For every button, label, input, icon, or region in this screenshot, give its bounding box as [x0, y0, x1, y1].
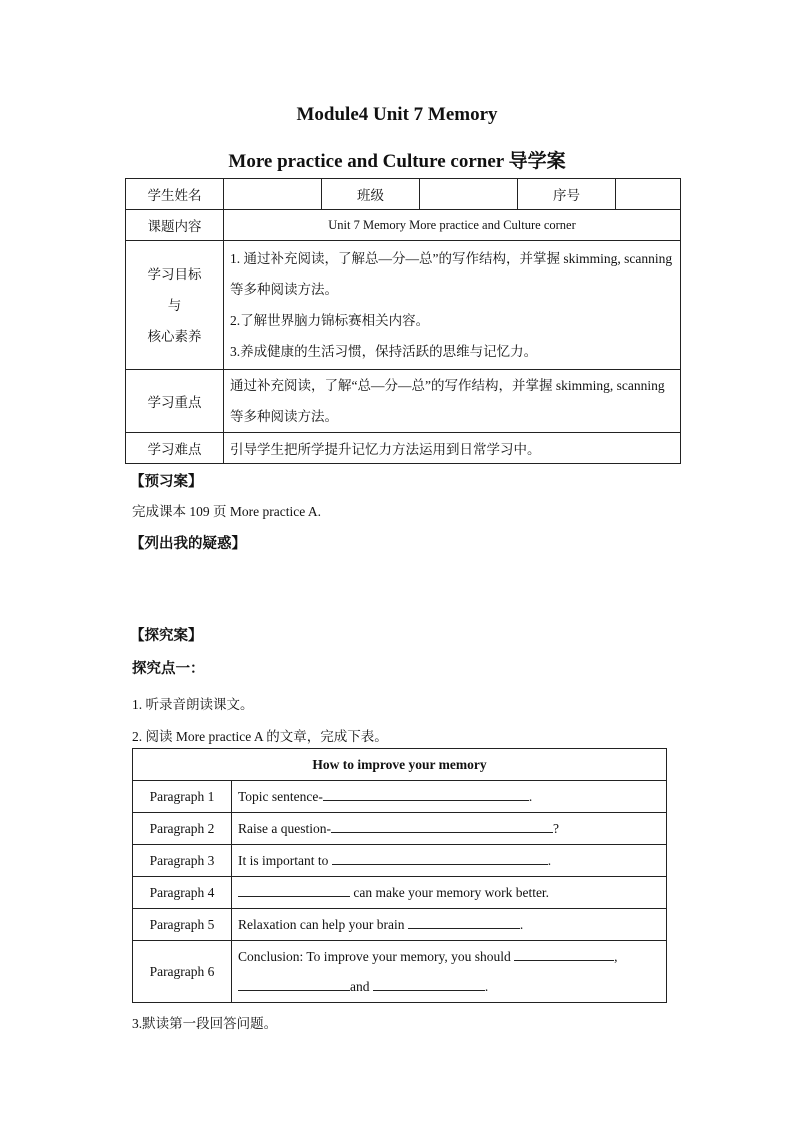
difficulty-content: 引导学生把所学提升记忆力方法运用到日常学习中。	[224, 433, 681, 464]
conclusion-line	[238, 942, 660, 972]
goals-label-line: 与	[167, 297, 182, 313]
page-subtitle: More practice and Culture corner 导学案	[228, 151, 566, 172]
explore-heading: 【探究案】	[130, 628, 203, 644]
paragraph-text: can make your memory work better.	[350, 885, 550, 900]
key-content	[224, 370, 681, 433]
goal-line: 3.养成健康的生活习惯，保持活跃的思维与记忆力。	[230, 344, 538, 359]
paragraph-prompt: Topic sentence-	[238, 789, 323, 804]
paragraph-punct: .	[484, 978, 489, 994]
paragraph-cell	[232, 813, 667, 845]
answer-blank[interactable]	[323, 788, 529, 801]
topic-label: 课题内容	[126, 210, 224, 241]
explore-point-heading: 探究点一：	[132, 661, 205, 677]
conclusion-line	[238, 972, 660, 1002]
doubts-heading: 【列出我的疑惑】	[130, 536, 246, 552]
page-title: Module4 Unit 7 Memory	[296, 104, 498, 125]
goal-line: 等多种阅读方法。	[230, 282, 338, 297]
table-row	[133, 909, 667, 941]
answer-blank[interactable]	[331, 820, 553, 833]
answer-blank[interactable]	[238, 884, 350, 897]
paragraph-punct: ?	[552, 821, 559, 836]
difficulty-label: 学习难点	[126, 433, 224, 464]
goals-label-line: 核心素养	[147, 328, 202, 344]
class-field[interactable]	[420, 179, 518, 210]
preview-text: 完成课本 109 页 More practice A.	[132, 504, 321, 519]
paragraph-prompt: It is important to	[238, 853, 332, 868]
paragraph-label: Paragraph 4	[133, 877, 232, 909]
number-label: 序号	[518, 179, 616, 210]
paragraph-cell	[232, 877, 667, 909]
paragraph-cell	[232, 781, 667, 813]
table-row	[133, 813, 667, 845]
paragraph-punct: ,	[614, 948, 618, 964]
paragraph-label: Paragraph 5	[133, 909, 232, 941]
student-name-label: 学生姓名	[126, 179, 224, 210]
paragraph-label: Paragraph 3	[133, 845, 232, 877]
step-1: 1. 听录音朗读课文。	[132, 697, 254, 712]
key-label: 学习重点	[126, 370, 224, 433]
paragraph-and: and	[350, 978, 370, 994]
paragraph-prompt: Conclusion: To improve your memory, you should	[238, 948, 511, 964]
number-field[interactable]	[616, 179, 681, 210]
goal-line: 1. 通过补充阅读，了解总—分—总”的写作结构，并掌握 skimming, scanning	[230, 251, 673, 266]
class-label: 班级	[322, 179, 420, 210]
paragraph-label: Paragraph 6	[133, 941, 232, 1003]
answer-blank[interactable]	[238, 978, 350, 991]
answer-blank[interactable]	[373, 978, 485, 991]
paragraph-table	[132, 748, 667, 1003]
key-line: 通过补充阅读，了解“总—分—总”的写作结构，并掌握 skimming, scanning	[230, 378, 665, 393]
paragraph-cell	[232, 941, 667, 1003]
info-table	[125, 178, 681, 464]
paragraph-table-header: How to improve your memory	[133, 749, 667, 781]
step-3: 3.默读第一段回答问题。	[132, 1016, 278, 1031]
step-2: 2. 阅读 More practice A 的文章，完成下表。	[132, 729, 388, 744]
answer-blank[interactable]	[408, 916, 520, 929]
paragraph-punct: .	[547, 853, 552, 868]
student-name-field[interactable]	[224, 179, 322, 210]
paragraph-punct: .	[528, 789, 533, 804]
paragraph-prompt: Raise a question-	[238, 821, 331, 836]
table-row	[133, 877, 667, 909]
goal-line: 2.了解世界脑力锦标赛相关内容。	[230, 313, 430, 328]
preview-heading: 【预习案】	[130, 474, 203, 490]
answer-blank[interactable]	[332, 852, 548, 865]
table-row	[133, 781, 667, 813]
goals-label-line: 学习目标	[147, 266, 202, 282]
paragraph-label: Paragraph 2	[133, 813, 232, 845]
table-row	[133, 941, 667, 1003]
paragraph-punct: .	[519, 917, 524, 932]
paragraph-cell	[232, 909, 667, 941]
answer-blank[interactable]	[514, 948, 614, 961]
paragraph-cell	[232, 845, 667, 877]
key-line: 等多种阅读方法。	[230, 409, 338, 424]
table-row	[133, 845, 667, 877]
paragraph-prompt: Relaxation can help your brain	[238, 917, 408, 932]
paragraph-label: Paragraph 1	[133, 781, 232, 813]
goals-content	[224, 241, 681, 370]
topic-value: Unit 7 Memory More practice and Culture corner	[224, 210, 681, 241]
goals-label	[126, 241, 224, 370]
